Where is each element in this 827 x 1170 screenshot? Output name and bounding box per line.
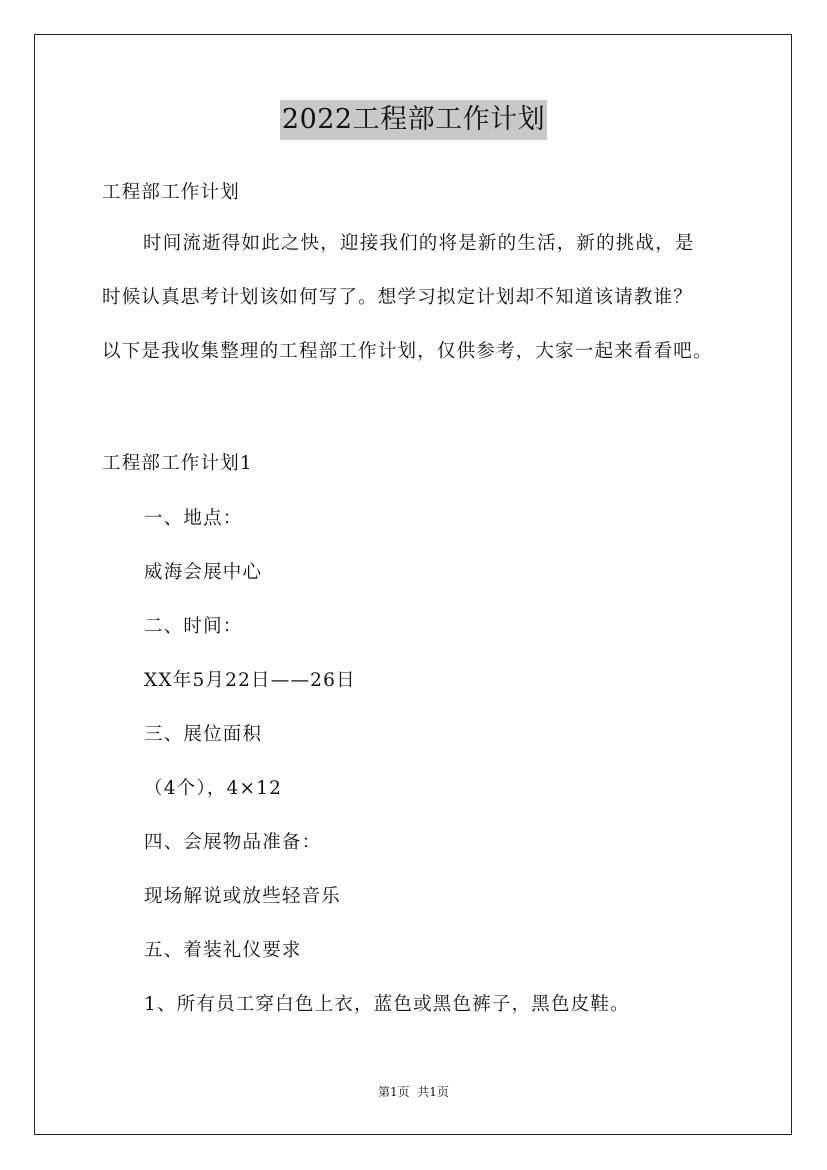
intro-paragraph [102,232,742,394]
item-location-value: 威海会展中心 [144,562,263,583]
document-title: 2022工程部工作计划 [280,100,547,140]
item-materials-heading: 四、会展物品准备： [144,832,322,853]
item-materials-value: 现场解说或放些轻音乐 [144,886,342,907]
page-footer: 第1页 共1页 [378,1085,449,1099]
item-dress-heading: 五、着装礼仪要求 [144,940,302,961]
item-time-heading: 二、时间： [144,616,243,637]
item-location-heading: 一、地点： [144,508,243,529]
section-heading: 工程部工作计划1 [102,453,253,474]
document-subtitle: 工程部工作计划 [102,182,240,203]
item-area-heading: 三、展位面积 [144,724,263,745]
intro-line: 时候认真思考计划该如何写了。想学习拟定计划却不知道该请教谁？ [102,287,694,308]
intro-line: 以下是我收集整理的工程部工作计划，仅供参考，大家一起来看看吧。 [102,341,713,362]
intro-line: 时间流逝得如此之快，迎接我们的将是新的生活，新的挑战，是 [143,233,695,254]
title-container [0,100,827,140]
item-time-value: XX年5月22日——26日 [144,670,356,691]
item-dress-rule: 1、所有员工穿白色上衣，蓝色或黑色裤子，黑色皮鞋。 [144,994,630,1015]
item-area-value: （4个），4×12 [144,778,283,799]
